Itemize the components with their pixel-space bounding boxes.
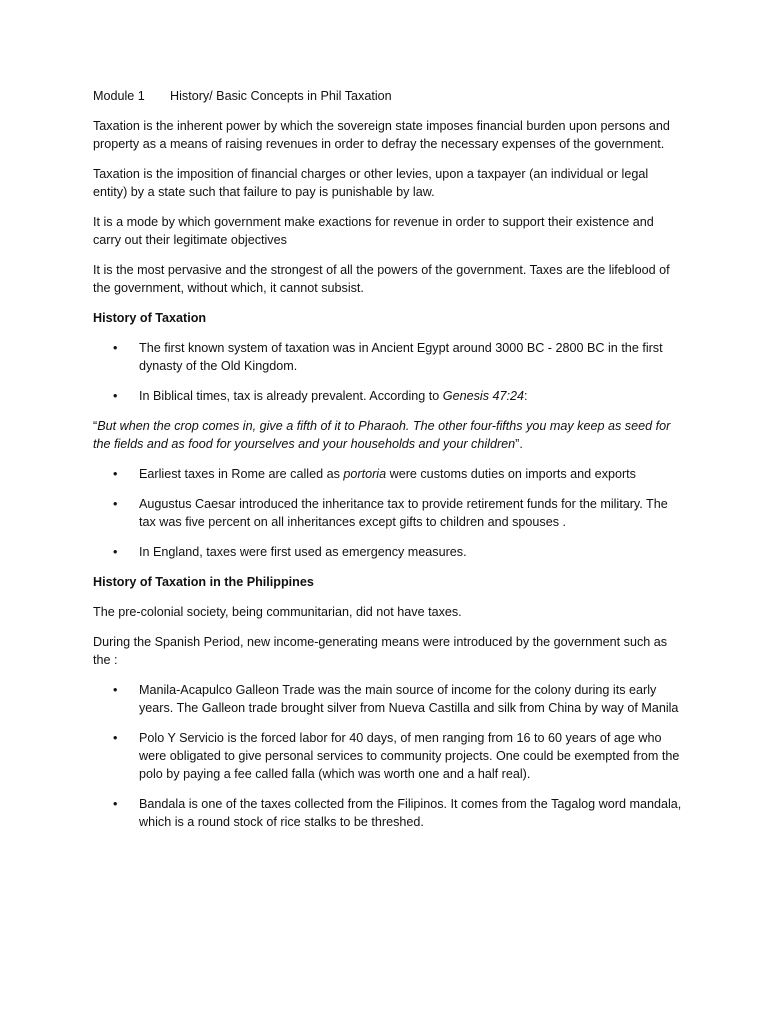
- portoria-term: portoria: [343, 467, 387, 481]
- intro-paragraph: It is a mode by which government make exactions for revenue in order to support their existence and carry out their legitimate objectives: [93, 215, 654, 247]
- bullet-icon: •: [113, 731, 118, 745]
- philippines-list: [93, 681, 683, 831]
- list-item-suffix: :: [524, 389, 528, 403]
- module-heading: [93, 87, 683, 105]
- intro-paragraph: Taxation is the inherent power by which the sovereign state imposes financial burden upon persons and property as a means of raising revenues in order to defray the necessary expenses of the government.: [93, 119, 670, 151]
- list-item-text: The first known system of taxation was in Ancient Egypt around 3000 BC - 2800 BC in the first dynasty of the Old Kingdom.: [139, 341, 663, 373]
- list-item: [93, 543, 683, 561]
- list-item-text: Augustus Caesar introduced the inheritance tax to provide retirement funds for the military. The tax was five percent on all inheritances except gifts to children and spouses .: [139, 497, 668, 529]
- bullet-icon: •: [113, 341, 118, 355]
- list-item-text: Manila-Acapulco Galleon Trade was the main source of income for the colony during its early years. The Galleon trade brought silver from Nueva Castilla and silk from China by way of Manila: [139, 683, 679, 715]
- history-list: [93, 339, 683, 405]
- intro-paragraph: It is the most pervasive and the strongest of all the powers of the government. Taxes are the lifeblood of the government, without which, it cannot subsist.: [93, 263, 670, 295]
- quote-close-mark: ”.: [515, 437, 523, 451]
- bullet-icon: •: [113, 389, 118, 403]
- list-item: [93, 387, 683, 405]
- module-title: History/ Basic Concepts in Phil Taxation: [170, 89, 392, 103]
- list-item-text: Polo Y Servicio is the forced labor for 40 days, of men ranging from 16 to 60 years of age who were obligated to give personal services to community projects. One could be exempted from the polo by paying a fee called falla (which was worth one and a half real).: [139, 731, 680, 781]
- list-item: [93, 495, 683, 531]
- bible-quote: [93, 417, 683, 453]
- philippines-paragraph: The pre-colonial society, being communitarian, did not have taxes.: [93, 605, 462, 619]
- bullet-icon: •: [113, 545, 118, 559]
- list-item: [93, 339, 683, 375]
- list-item-text: In England, taxes were first used as emergency measures.: [139, 545, 467, 559]
- list-item-suffix: were customs duties on imports and exports: [386, 467, 636, 481]
- list-item-text: Earliest taxes in Rome are called as: [139, 467, 344, 481]
- bullet-icon: •: [113, 497, 118, 511]
- module-number: Module 1: [93, 89, 145, 103]
- quote-text: But when the crop comes in, give a fifth of it to Pharaoh. The other four-fifths you may keep as seed for the fields and as food for yourselves and your households and your children: [93, 419, 671, 451]
- history-list-continued: [93, 465, 683, 561]
- list-item: [93, 729, 683, 783]
- list-item-text: In Biblical times, tax is already prevalent. According to: [139, 389, 443, 403]
- document-body: [93, 87, 683, 843]
- list-item: [93, 795, 683, 831]
- quote-open-mark: “: [93, 419, 98, 433]
- list-item: [93, 681, 683, 717]
- list-item: [93, 465, 683, 483]
- section-title-philippines: History of Taxation in the Philippines: [93, 575, 314, 589]
- bullet-icon: •: [113, 467, 118, 481]
- bullet-icon: •: [113, 797, 118, 811]
- list-item-text: Bandala is one of the taxes collected from the Filipinos. It comes from the Tagalog word mandala, which is a round stock of rice stalks to be threshed.: [139, 797, 682, 829]
- section-title-history: History of Taxation: [93, 311, 207, 325]
- bullet-icon: •: [113, 683, 118, 697]
- philippines-paragraph: During the Spanish Period, new income-generating means were introduced by the government such as the :: [93, 635, 668, 667]
- intro-paragraph: Taxation is the imposition of financial charges or other levies, upon a taxpayer (an individual or legal entity) by a state such that failure to pay is punishable by law.: [93, 167, 649, 199]
- scripture-reference: Genesis 47:24: [442, 389, 525, 403]
